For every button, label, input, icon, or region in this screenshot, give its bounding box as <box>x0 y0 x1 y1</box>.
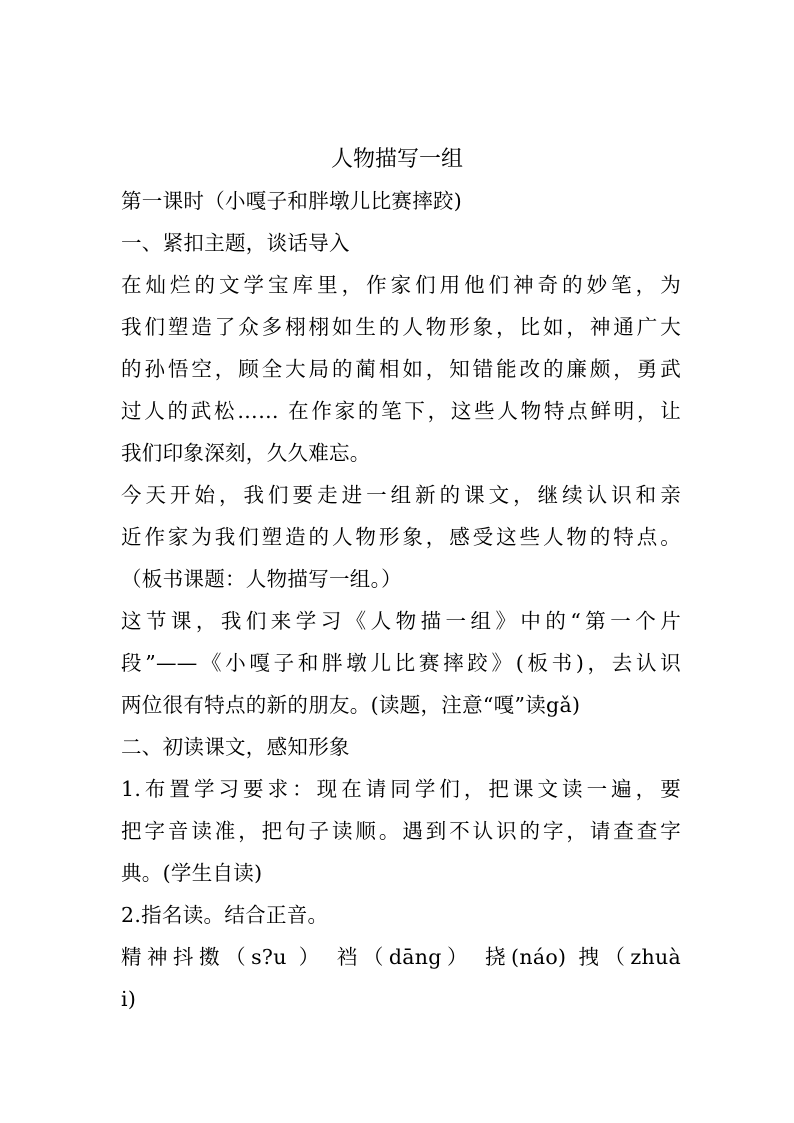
paragraph-line: 今天开始，我们要走进一组新的课文，继续认识和亲 <box>121 483 681 507</box>
paragraph-line: 这节课，我们来学习《人物描一组》中的“第一个片 <box>121 609 681 633</box>
paragraph-line: （板书课题：人物描写一组。） <box>121 567 402 591</box>
paragraph-line: 我们印象深刻，久久难忘。 <box>121 441 371 465</box>
pronunciation-line: i) <box>121 987 137 1011</box>
pronunciation-line: 精神抖擞（s?u ） 裆（dāng） 挠(náo) 拽（zhuà <box>121 945 681 969</box>
paragraph-line: 两位很有特点的新的朋友。(读题，注意“嘎”读gǎ) <box>121 693 581 717</box>
paragraph-line: 段”——《小嘎子和胖墩儿比赛摔跤》(板书)，去认识 <box>121 651 681 675</box>
paragraph-line: 把字音读准，把句子读顺。遇到不认识的字，请查查字 <box>121 819 681 843</box>
document-title: 人物描写一组 <box>330 147 463 172</box>
paragraph-line: 我们塑造了众多栩栩如生的人物形象，比如，神通广大 <box>121 315 681 339</box>
section-heading-1: 一、紧扣主题，谈话导入 <box>121 231 350 255</box>
section-heading-2: 二、初读课文，感知形象 <box>121 735 350 759</box>
paragraph-line: 近作家为我们塑造的人物形象，感受这些人物的特点。 <box>121 525 681 549</box>
lesson-period-heading: 第一课时（小嘎子和胖墩儿比赛摔跤) <box>121 189 463 213</box>
paragraph-line: 的孙悟空，顾全大局的蔺相如，知错能改的廉颇，勇武 <box>121 357 681 381</box>
paragraph-line: 过人的武松…… 在作家的笔下，这些人物特点鲜明，让 <box>121 399 681 423</box>
paragraph-line: 2.指名读。结合正音。 <box>121 903 329 927</box>
paragraph-line: 在灿烂的文学宝库里，作家们用他们神奇的妙笔，为 <box>121 273 681 297</box>
paragraph-line: 典。(学生自读) <box>121 861 263 885</box>
paragraph-line: 1.布置学习要求：现在请同学们，把课文读一遍，要 <box>121 777 681 801</box>
